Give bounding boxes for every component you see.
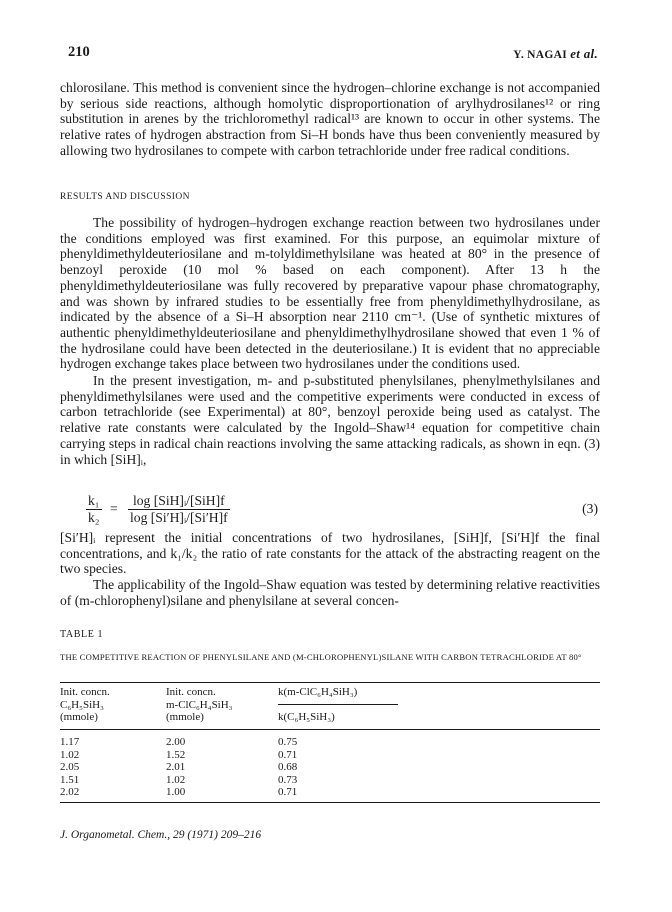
table-cell: 0.71 <box>278 748 298 761</box>
table-cell: 1.52 <box>166 748 186 761</box>
table-col1-values <box>60 736 79 799</box>
table-cell: 1.02 <box>166 773 186 786</box>
table-header-rule <box>60 729 600 730</box>
section-heading: RESULTS AND DISCUSSION <box>60 192 190 202</box>
journal-footer <box>60 829 261 841</box>
header-cell: (mmole) <box>166 711 204 723</box>
table-cell: 1.00 <box>166 786 186 798</box>
journal-name: J. Organometal. Chem. <box>60 829 168 841</box>
equation-rhs-denominator: log [Si′H]ᵢ/[Si′H]f <box>130 510 228 525</box>
table-cell: 0.75 <box>278 736 298 748</box>
header-cell: m-ClC₆H₄SiH₃ <box>166 698 233 711</box>
table-label: TABLE 1 <box>60 629 104 640</box>
table-col3-fraction-rule <box>278 704 398 705</box>
header-cell: Init. concn. <box>166 686 216 698</box>
equation-rhs-numerator: log [SiH]ᵢ/[SiH]f <box>128 493 230 510</box>
equation-lhs-numerator: k₁ <box>88 493 100 508</box>
table-cell: 2.01 <box>166 761 186 773</box>
paragraph-concentrations: [Si′H]ᵢ represent the initial concentrations of two hydrosilanes, [SiH]f, [Si′H]f the final concentrations, and k₁/k₂ the ratio of rate constants for the attack of the abstracting reagent on the two species. <box>60 530 600 577</box>
header-cell: k(m-ClC₆H₄SiH₃) <box>278 686 358 698</box>
table-top-rule <box>60 682 600 683</box>
page-number: 210 <box>68 44 90 60</box>
paragraph-exchange-test: The possibility of hydrogen–hydrogen exchange reaction between two hydrosilanes under the conditions employed was first examined. For this purpose, an equimolar mixture of phenyldimethyldeuteriosilane and m-tolyldimethylsilane was heated at 80° in the presence of benzoyl peroxide (10 mol % based on each component). After 13 h the phenyldimethyldeuteriosilane was fully recovered by preparative vapour phase chromatography, and was shown by infrared studies to be essentially free from phenyldimethylhydrosilane, as indicated by the absence of a Si–H absorption near 2110 cm⁻¹. (Use of synthetic mixtures of authentic phenyldimethyldeuteriosilane and phenyldimethylhydrosilane showed that even 1 % of the hydrosilane could have been detected in the deuteriosilane.) It is evident that no appreciable hydrogen exchange takes place between two hydrosilanes under the conditions used. <box>60 215 600 372</box>
header-cell: Init. concn. <box>60 686 110 698</box>
equation-lhs-denominator: k₂ <box>88 510 100 525</box>
page-header <box>68 44 598 64</box>
equation-equals: = <box>110 501 118 516</box>
equation-lhs-fraction <box>86 493 102 526</box>
running-head: Y. NAGAI et al. <box>513 46 598 61</box>
table-cell: 2.02 <box>60 786 80 798</box>
equation-number: (3) <box>582 501 598 516</box>
paragraph-applicability: The applicability of the Ingold–Shaw equation was tested by determining relative reactivities of (m-chlorophenyl)silane and phenylsilane at several concen- <box>60 577 600 608</box>
table-col3-values <box>278 736 297 799</box>
table-bottom-rule <box>60 802 600 803</box>
header-cell: k(C₆H₅SiH₃) <box>278 711 335 723</box>
table-cell: 1.17 <box>60 736 80 748</box>
journal-citation: , 29 (1971) 209–216 <box>167 829 262 841</box>
paragraph-intro-continued: chlorosilane. This method is convenient since the hydrogen–chlorine exchange is not accompanied by serious side reactions, although homolytic disproportionation of arylhydrosilanes¹² or ring substitution in arenes by the trichloromethyl radical¹³ are known to occur in other systems. The relative rates of hydrogen abstraction from Si–H bonds have thus been conveniently measured by allowing two hydrosilanes to compete with carbon tetrachloride under free radical conditions. <box>60 80 600 158</box>
table-col2-values <box>166 736 185 799</box>
table-cell: 1.02 <box>60 748 80 761</box>
header-cell: C₆H₅SiH₃ <box>60 698 104 711</box>
table-cell: 0.68 <box>278 761 298 773</box>
table-col3-header <box>278 686 357 699</box>
table-cell: 0.73 <box>278 773 298 786</box>
table-caption: THE COMPETITIVE REACTION OF PHENYLSILANE AND (M-CHLOROPHENYL)SILANE WITH CARBON TETRACHLORIDE AT 80° <box>60 652 582 662</box>
header-cell: (mmole) <box>60 711 98 723</box>
table-cell: 0.71 <box>278 786 298 798</box>
table-cell: 2.05 <box>60 761 80 773</box>
equation-3 <box>60 493 600 525</box>
equation-rhs-fraction <box>128 493 230 526</box>
table-cell: 2.00 <box>166 736 186 748</box>
table-cell: 1.51 <box>60 773 80 786</box>
table-col1-header <box>60 686 110 724</box>
table-col3-header-den <box>278 711 335 724</box>
paragraph-present-investigation: In the present investigation, m- and p-substituted phenylsilanes, phenylmethylsilanes and phenyldimethylsilanes were used and the competitive experiments were conducted in excess of carbon tetrachloride (see Experimental) at 80°, benzoyl peroxide being used as catalyst. The relative rate constants were calculated by the Ingold–Shaw¹⁴ equation for competitive chain carrying steps in radical chain reactions involving the same attacking radicals, as shown in eqn. (3) in which [SiH]ᵢ, <box>60 373 600 467</box>
table-col2-header <box>166 686 233 724</box>
